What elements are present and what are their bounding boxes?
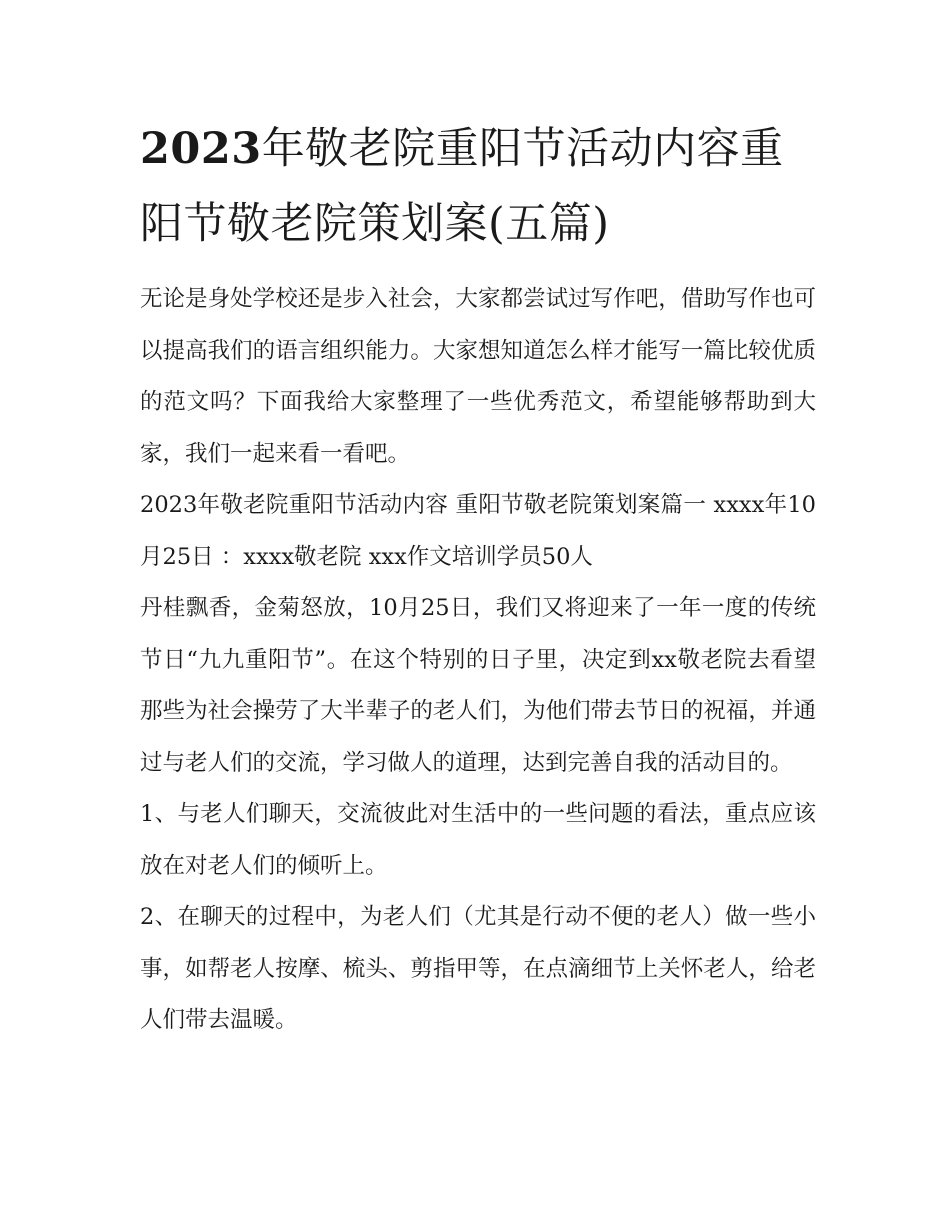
document-page bbox=[140, 112, 816, 1047]
heading-paragraph: 2023年敬老院重阳节活动内容 重阳节敬老院策划案篇一 xxxx年10月25日 ：xxxx敬老院 xxx作文培训学员50人 bbox=[140, 492, 816, 570]
body-paragraph: 丹桂飘香，金菊怒放，10月25日，我们又将迎来了一年一度的传统节日“九九重阳节”。在这个特别的日子里，决定到xx敬老院去看望那些为社会操劳了大半辈子的老人们，为他们带去节日的祝福，并通过与老人们的交流，学习做人的道理，达到完善自我的活动目的。 bbox=[140, 595, 816, 776]
title-year: 2023 bbox=[140, 124, 262, 174]
list-item-2: 2、在聊天的过程中，为老人们（尤其是行动不便的老人）做一些小事，如帮老人按摩、梳头、剪指甲等，在点滴细节上关怀老人，给老人们带去温暖。 bbox=[140, 904, 816, 1033]
intro-paragraph: 无论是身处学校还是步入社会，大家都尝试过写作吧，借助写作也可以提高我们的语言组织能力。大家想知道怎么样才能写一篇比较优质的范文吗？下面我给大家整理了一些优秀范文，希望能够帮助到大家，我们一起来看一看吧。 bbox=[140, 286, 816, 467]
document-title bbox=[140, 112, 816, 262]
list-item-1: 1、与老人们聊天，交流彼此对生活中的一些问题的看法，重点应该放在对老人们的倾听上。 bbox=[140, 801, 816, 879]
title-text: 年敬老院重阳节活动内容重阳节敬老院策划案(五篇) bbox=[140, 124, 784, 249]
